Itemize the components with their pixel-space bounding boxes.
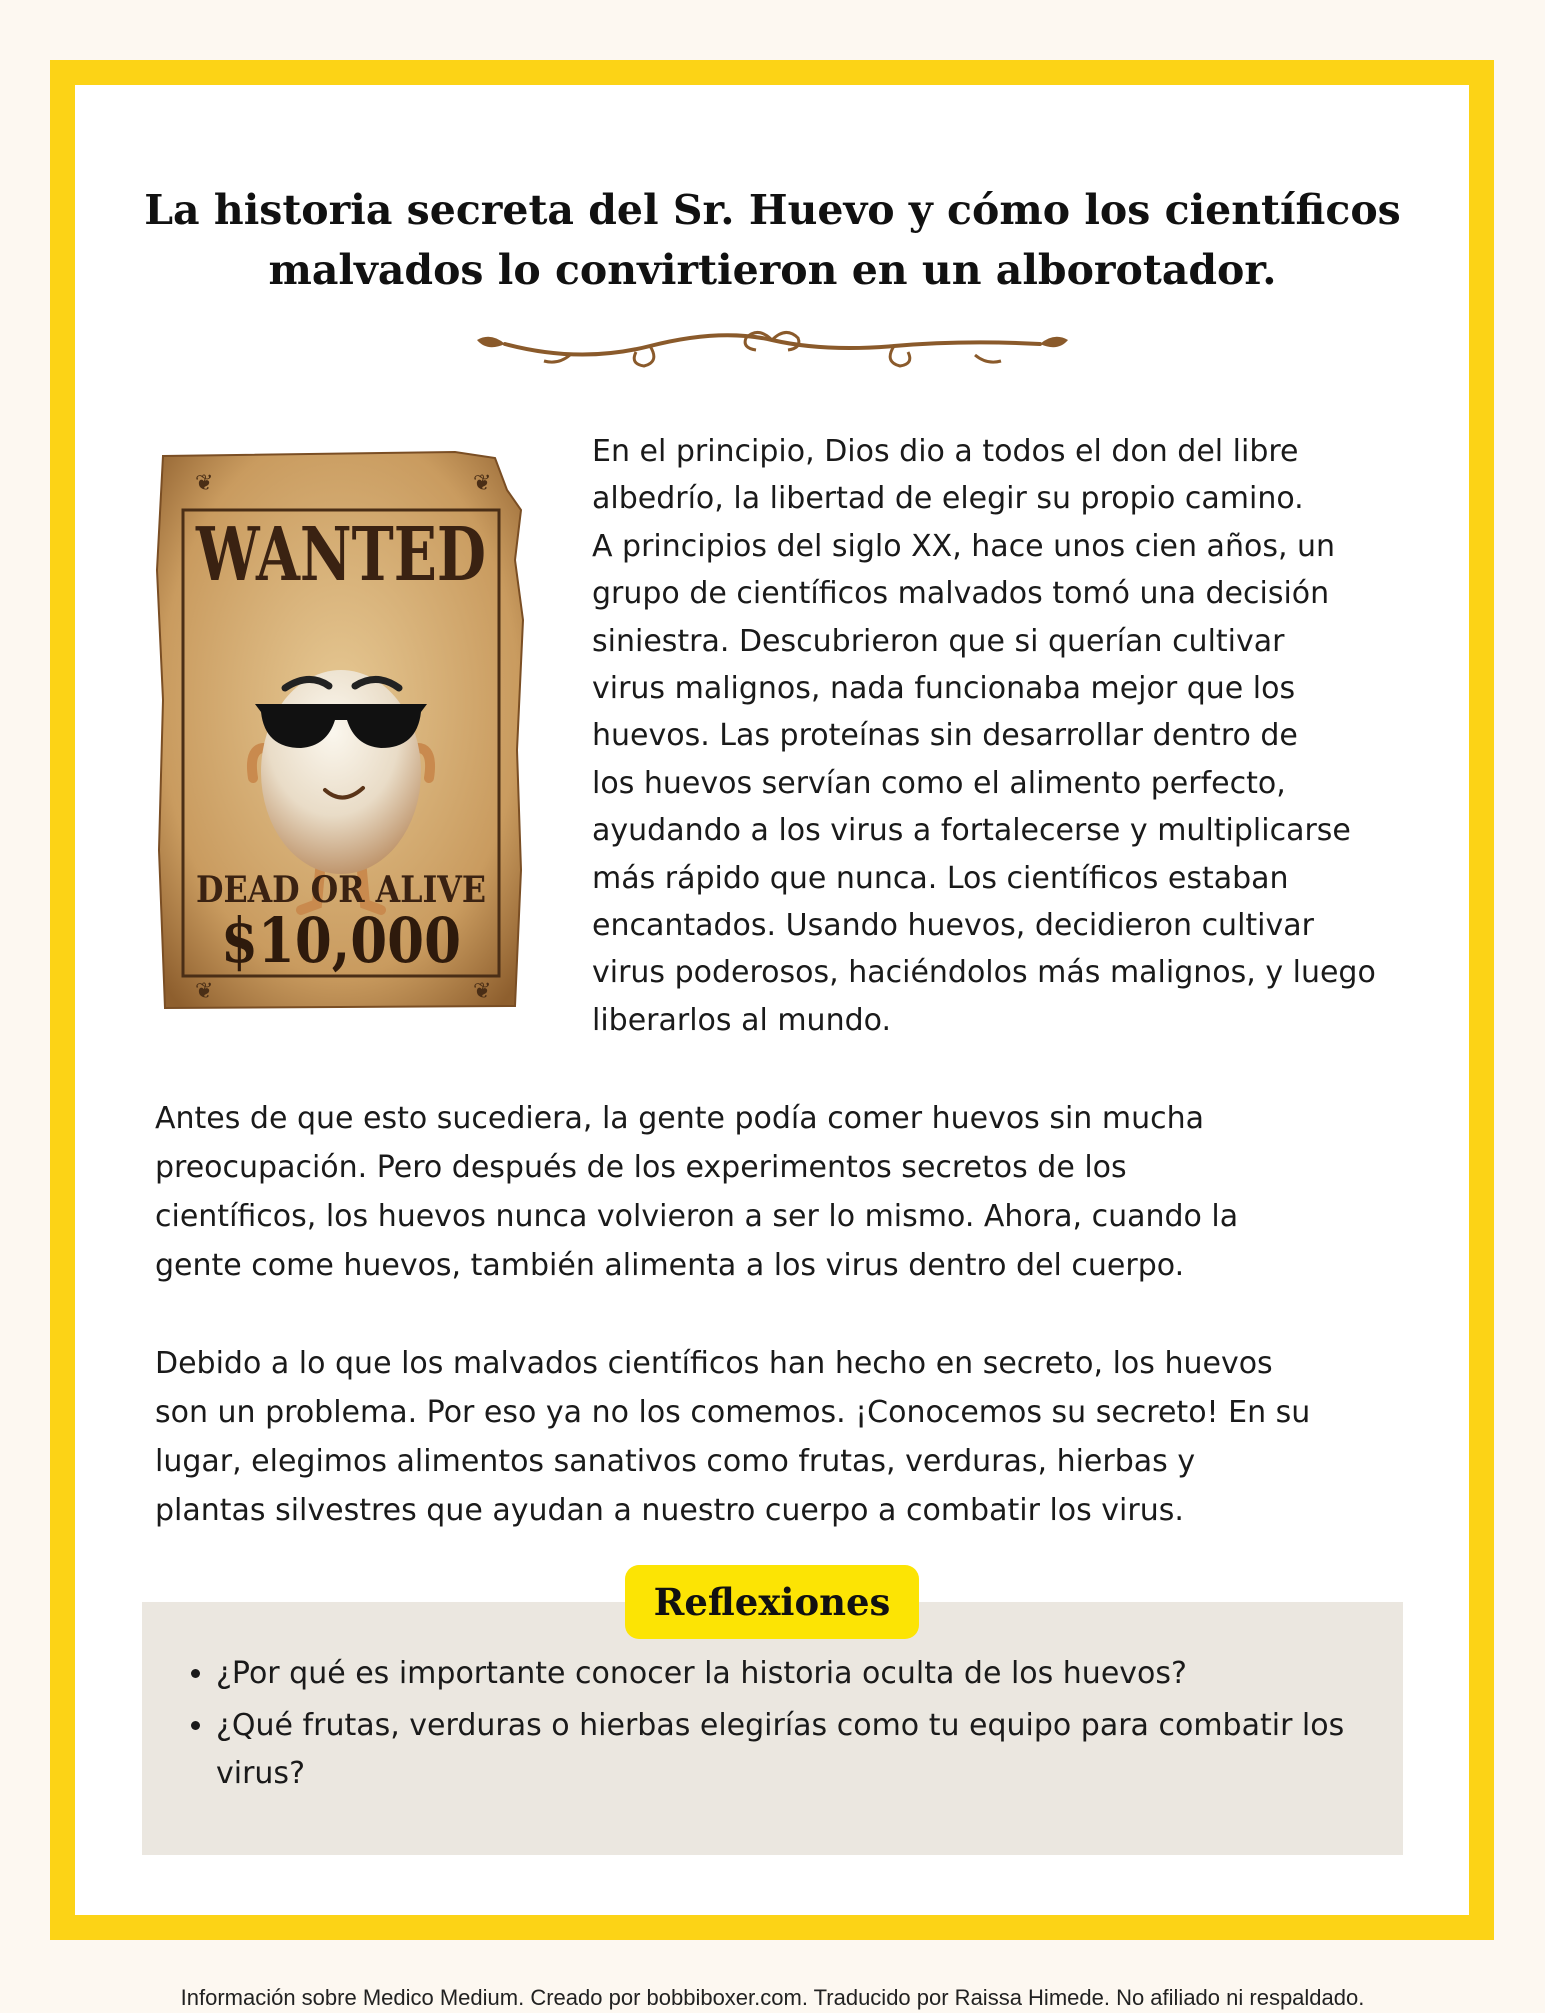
body-paragraph: Debido a lo que los malvados científicos han hecho en secreto, los huevos son un problema. Por eso ya no los comemos. ¡Conocemos su secreto! En su lugar, elegimos alimentos sanativos como frutas, verduras, hierbas y plantas silvestres que ayudan a nuestro cuerpo a combatir los virus. [155,1346,1311,1528]
poster-subheading: DEAD OR ALIVE [196,869,486,911]
svg-text:❦: ❦ [195,979,214,1004]
ornamental-divider [460,322,1085,372]
body-paragraph: Antes de que esto sucediera, la gente podía comer huevos sin mucha preocupación. Pero después de los experimentos secretos de los científicos, los huevos nunca volvieron a ser lo mismo. Ahora, cuando la gente come huevos, también alimenta a los virus dentro del cuerpo. [155,1101,1239,1283]
page-title: La historia secreta del Sr. Huevo y cómo los científicos malvados lo convirtieron en un alborotador. [144,186,1401,294]
list-item: • ¿Qué frutas, verduras o hierbas elegirías como tu equipo para combatir los virus? [216,1702,1416,1798]
reflections-badge: Reflexiones [625,1565,919,1639]
reflections-list [170,1650,1416,1802]
svg-text:❦: ❦ [195,471,214,496]
svg-text:❦: ❦ [473,979,492,1004]
intro-paragraph: En el principio, Dios dio a todos el don del libre albedrío, la libertad de elegir su propio camino. A principios del siglo XX, hace unos cien años, un grupo de científicos malvados tomó una decisión siniestra. Descubrieron que si querían cultivar virus malignos, nada funcionaba mejor que los huevos. Las proteínas sin desarrollar dentro de los huevos servían como el alimento perfecto, ayudando a los virus a fortalecerse y multiplicarse más rápido que nunca. Los científicos estaban encantados. Usando huevos, decidieron cultivar virus poderosos, haciéndolos más malignos, y luego liberarlos al mundo. [592,434,1376,1038]
poster-reward: $10,000 [221,904,461,977]
svg-text:❦: ❦ [473,471,492,496]
list-item: • ¿Por qué es importante conocer la historia oculta de los huevos? [216,1650,1416,1698]
footer-credit: Información sobre Medico Medium. Creado por bobbiboxer.com. Traducido por Raissa Himede. No afiliado ni respaldado. [180,1985,1365,2010]
poster-heading: WANTED [195,512,486,598]
wanted-poster [155,450,527,1012]
